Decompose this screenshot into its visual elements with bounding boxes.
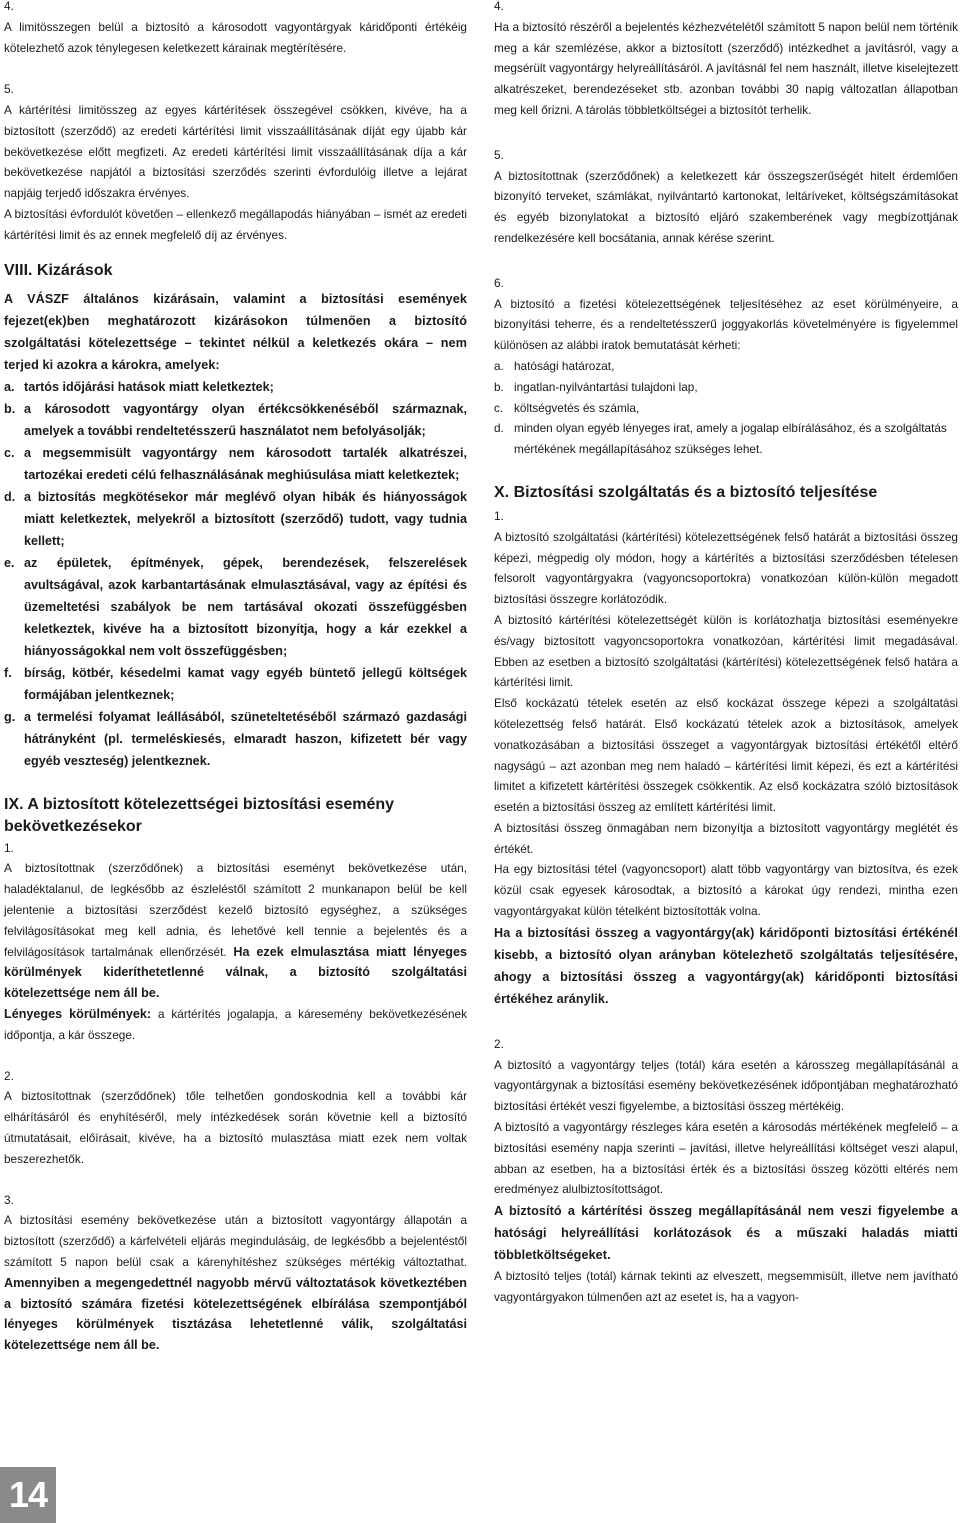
heading-ix: IX. A biztosított kötelezettségei biztosítási esemény bekövetkezésekor: [4, 795, 395, 835]
paragraph: Ha egy biztosítási tétel (vagyoncsoport) alatt több vagyontárgy van biztosítva, és ezek közül csak egyesek károsodtak, a biztosító a károkat úgy rendezi, mintha ezen vagyontárgyakat külön tételként biztosították volna.: [494, 862, 958, 919]
list-item: e. az épületek, építmények, gépek, berendezések, felszerelések avultságával, azok karbantartásának elmulasztásával, vagy az építési és üzemeltetési szabályok be nem tartásával okozati összefüggésben keletkeztek, kivéve ha a biztosított bizonyítja, hogy a kár ezekkel a hiányosságokkal nem volt összefüggésben;: [4, 555, 467, 658]
paragraph: A biztosítási esemény bekövetkezése után a biztosított vagyontárgy állapotán a biztosított (szerződő) a kárfelvételi eljárás megindulásáig, de legkésőbb a bejelentéstől számított 5 napon belül csak a kárenyhítéshez szükséges mértékig változtathat. Amennyiben a megengedettnél nagyobb mérvű változtatások következtében a biztosító számára fizetési kötelezettségének elbírálása szempontjából lényeges körülmények tisztázása lehetetlenné válik, szolgáltatási kötelezettsége nem áll be.: [4, 1213, 467, 1353]
section-number: 4.: [4, 0, 14, 13]
paragraph: A biztosító szolgáltatási (kártérítési) kötelezettségének felső határát a biztosítási összeg képezi, mégpedig oly módon, hogy a kártérítés a biztosítási szerződésben tételesen felsorolt vagyontárgyakra (vagyoncsoportokra) vonatkozóan külön-külön megadott biztosítási összegre korlátozódik.: [494, 529, 958, 607]
exclusions-block: [4, 288, 467, 376]
paragraph: A biztosítási összeg önmagában nem bizonyítja a biztosított vagyontárgy meglétét és értékét.: [494, 820, 958, 856]
list-item: c. a megsemmisült vagyontárgy nem károsodott tartalék alkatrészei, tartozékai eredeti célú felhasználásának meghiúsulása miatt keletkeztek;: [4, 445, 467, 482]
section-number: 2.: [4, 1068, 14, 1083]
paragraph: A biztosító a vagyontárgy részleges kára esetén a károsodás mértékének megfelelő – a biztosítási esemény napja szerinti – javítási, illetve helyreállítási költséget veszi alapul, abban az esetben, ha a biztosítási érték és a biztosítási összeg közötti eltérés nem eredményez alulbiztosítottságot.: [494, 1120, 958, 1197]
paragraph: A biztosító kártérítési kötelezettségét külön is korlátozhatja biztosítási eseményekre és/vagy biztosított vagyoncsoportokra vonatkozóan, kártérítési limit megadásával. Ebben az esetben a biztosító szolgáltatási (kártérítési) kötelezettségének felső határa a kártérítési limit.: [494, 612, 958, 690]
list-item: d. minden olyan egyéb lényeges irat, amely a jogalap elbírálásához, és a szolgáltatás mértékének megállapításához szükséges lehet.: [494, 421, 947, 457]
paragraph: A biztosító teljes (totál) kárnak tekinti az elveszett, megsemmisült, illetve nem javítható vagyontárgyakon túlmenően azt az esetet is, ha a vagyon-: [494, 1269, 958, 1305]
paragraph: Első kockázatú tételek esetén az első kockázat összege képezi a szolgáltatási kötelezettség felső határát. Első kockázatú tételek azok a biztosítások, amelyek vonatkozásában a biztosítási összeget a vagyontárgyak biztosítási értékétől eltérő nagyságú – azt azonban meg nem haladó – kártérítési limit képezi, és ezt a kártérítési limitet a kifizetett kártérítési összegek csökkentik. Az első kockázatra szóló biztosítások esetén a biztosítási összeg az említett kártérítési limit.: [494, 696, 958, 815]
paragraph: A biztosítottnak (szerződőnek) tőle telhetően gondoskodnia kell a további kár elhárításáról és enyhítéséről, mely intézkedések során követnie kell a biztosító útmutatásait, előírásait, kivéve, ha a biztosító mulasztása miatt ezek nem voltak beszerezhetők.: [4, 1089, 467, 1166]
left-column: [4, 0, 467, 1356]
list-item: b. ingatlan-nyilvántartási tulajdoni lap,: [494, 379, 698, 394]
documents-list: [494, 356, 958, 460]
section-number: 1.: [494, 508, 504, 523]
list-item: d. a biztosítás megkötésekor már meglévő olyan hibák és hiányosságok miatt keletkeztek, melyekről a biztosított (szerződő) tudott, vagy tudnia kellett;: [4, 489, 467, 548]
section-number: 4.: [494, 0, 504, 13]
paragraph: Lényeges körülmények: a kártérítés jogalapja, a káresemény bekövetkezésének időpontja, a kár összege.: [4, 1006, 467, 1042]
list-item: g. a termelési folyamat leállásából, szüneteltetéséből származó gazdasági hátrányként (pl. termeléskiesés, elmaradt haszon, kifizetett bér vagy egyéb veszteség) jelentkeznek.: [4, 709, 467, 768]
heading-viii: VIII. Kizárások: [4, 261, 113, 279]
section-number: 2.: [494, 1036, 504, 1051]
paragraph: A kártérítési limitösszeg az egyes kártérítések összegével csökken, kivéve, ha a biztosított (szerződő) az eredeti kártérítési limit visszaállításának díját egy újabb kár bekövetkezése előtt megfizeti. Az eredeti kártérítési limit visszaállításának díja a kár bekövetkezése napjától a biztosítási szerződés szerinti évfordulóig illetve a lejárat napjáig terjedő időszakra érvényes.: [4, 102, 467, 201]
paragraph: A biztosítottnak (szerződőnek) a biztosítási eseményt bekövetkezése után, haladéktalanul, de legkésőbb az észleléstől számított 2 munkanapon belül be kell jelentenie a biztosítási szerződést kezelő biztosító egységhez, a szükséges felvilágosításokat meg kell adnia, és lehetővé kell tennie a bejelentés és a felvilágosítások tartalmának ellenőrzését. Ha ezek elmulasztása miatt lényeges körülmények kideríthetetlenné válnak, a biztosító szolgáltatási kötelezettsége nem áll be.: [4, 861, 467, 1001]
section-number: 5.: [494, 147, 504, 162]
list-item: a. tartós időjárási hatások miatt keletkeztek;: [4, 379, 274, 394]
list-item: c. költségvetés és számla,: [494, 400, 640, 415]
paragraph: A VÁSZF általános kizárásain, valamint a biztosítási események fejezet(ek)ben meghatározott kizárásokon túlmenően a biztosító szolgáltatási kötelezettsége – tekintet nélkül a keletkezés okára – nem terjed ki azokra a károkra, amelyek:: [4, 291, 467, 372]
section-number: 5.: [4, 82, 14, 97]
page-number: 14: [0, 1467, 56, 1523]
paragraph: Ha a biztosítási összeg a vagyontárgy(ak) káridőponti biztosítási értékénél kisebb, a biztosító olyan arányban kötelezhető szolgáltatás teljesítésére, ahogy a biztosítási összeg a vagyontárgy(ak) káridőponti biztosítási értékéhez aránylik.: [494, 925, 958, 1006]
paragraph: A biztosító a vagyontárgy teljes (totál) kára esetén a károsszeg megállapításánál a vagyontárgynak a biztosítási esemény bekövetkezésének időpontjában meghatározható biztosítási értékét veszi figyelembe, a biztosítási összeg mértékéig.: [494, 1057, 958, 1114]
paragraph: A biztosító a fizetési kötelezettségének teljesítéséhez az eset körülményeire, a bizonyítási teherre, és a rendeltetésszerű joggyakorlás követelményére is figyelemmel különösen az alábbi iratok bemutatását kérheti:: [494, 296, 958, 353]
list-item: f. bírság, kötbér, késedelmi kamat vagy egyéb büntető jellegű költségek formájában jelentkeznek;: [4, 665, 467, 702]
section-number: 3.: [4, 1192, 14, 1207]
paragraph: A limitösszegen belül a biztosító a károsodott vagyontárgyak káridőponti értékéig kötelezhető azok ténylegesen keletkezett kárainak megtérítésére.: [4, 19, 467, 55]
paragraph: A biztosítási évfordulót követően – ellenkező megállapodás hiányában – ismét az eredeti kártérítési limit és az ennek megfelelő díj az érvényes.: [4, 206, 467, 242]
list-item: b. a károsodott vagyontárgy olyan értékcsökkenéséből származnak, amelyek a további rendeltetésszerű használatot nem befolyásolják;: [4, 401, 467, 438]
section-number: 6.: [494, 275, 504, 290]
list-item: a. hatósági határozat,: [494, 358, 615, 373]
paragraph: A biztosítottnak (szerződőnek) a keletkezett kár összegszerűségét hitelt érdemlően bizonyító terveket, számlákat, nyilvántartó kartonokat, leltáríveket, költségszámításokat és egyéb bizonylatokat a biztosító eljáró szakemberének vagy megbízottjának rendelkezésére kell bocsátania, annak kérése szerint.: [494, 168, 958, 245]
section-number: 1.: [4, 840, 14, 855]
paragraph: A biztosító a kártérítési összeg megállapításánál nem veszi figyelembe a hatósági helyreállítási korlátozások és a műszaki haladás miatti többletköltségeket.: [494, 1204, 958, 1263]
paragraph: Ha a biztosító részéről a bejelentés kézhezvételétől számított 5 napon belül nem történik meg a kár szemlézése, akkor a biztosított (szerződő) intézkedhet a javításról, vagy a megsérült vagyontárgy helyreállításáról. A javításnál fel nem használt, illetve kiselejtezett alkatrészeket, berendezéseket stb. azonban további 30 napig változatlan állapotban meg kell őrizni. A tárolás többletköltségei a biztosítót terhelik.: [494, 19, 958, 117]
right-column: [494, 0, 958, 1308]
exclusions-list: [4, 376, 467, 772]
heading-x: X. Biztosítási szolgáltatás és a biztosító teljesítése: [494, 483, 878, 501]
